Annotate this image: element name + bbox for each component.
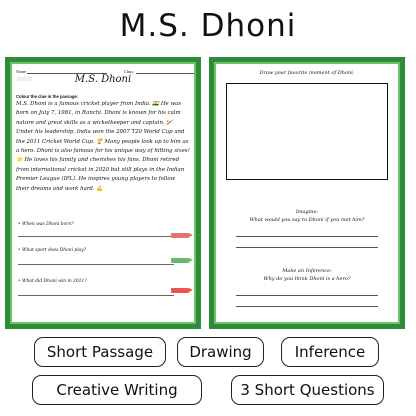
tag-drawing: Drawing <box>177 337 264 367</box>
tag-creative-writing: Creative Writing <box>32 375 202 405</box>
inference-heading: Make an Inference: <box>282 268 332 274</box>
class-label: Class: <box>124 69 134 74</box>
answer-line[interactable] <box>236 236 378 237</box>
question-2-text: • What sport does Dhoni play? <box>18 248 87 253</box>
instruction-text: Colour the clue in the passage: <box>16 94 79 99</box>
imagine-question: What would you say to Dhoni if you met him? <box>249 217 365 223</box>
question-2 <box>18 248 174 253</box>
question-3-text: • What did Dhoni win in 2011? <box>18 279 87 284</box>
inference-question: Why do you think Dhoni is a hero? <box>263 276 351 282</box>
drawing-box[interactable] <box>226 83 388 180</box>
tag-inference: Inference <box>281 337 379 367</box>
answer-line[interactable] <box>236 247 378 248</box>
answer-line[interactable] <box>18 264 174 265</box>
imagine-heading: Imagine: <box>295 209 319 215</box>
name-label: Name: <box>16 69 27 74</box>
crayon-icon <box>171 258 189 263</box>
answer-line[interactable] <box>18 236 174 237</box>
answer-line[interactable] <box>18 295 174 296</box>
tag-3-short-questions: 3 Short Questions <box>231 375 384 405</box>
answer-line[interactable] <box>236 295 378 296</box>
crayon-icon <box>171 288 189 293</box>
question-1-text: • When was Dhoni born? <box>18 222 74 227</box>
crayon-icon <box>171 233 189 238</box>
question-1 <box>18 222 174 227</box>
question-3 <box>18 279 174 284</box>
worksheet-title: M.S. Dhoni <box>74 74 132 85</box>
passage-worksheet <box>5 57 201 329</box>
rating-stars: ☆☆☆ <box>16 76 32 83</box>
answer-line[interactable] <box>236 306 378 307</box>
reading-passage: M.S. Dhoni is a famous cricket player from India. 🇮🇳 He was born on July 7, 1981, in Ranchi. Dhoni is known for his calm nature and great skills as a wicketkeeper and captain. 🏏 Under his leadership, India won the 2007 T20 World Cup and the 2011 Cricket World Cup. 🏆 Many people look up to him as a hero. Dhoni is also famous for his unique way of hitting sixes! 🌟 He loves his family and cherishes his fans. Dhoni retired from international cricket in 2020 but still plays in the Indian Premier League (IPL). He inspires young players to follow their dreams and work hard. 💪 <box>16 101 190 192</box>
activity-worksheet <box>209 57 405 329</box>
tag-short-passage: Short Passage <box>34 337 166 367</box>
draw-label: Draw your favorite moment of Dhoni. <box>259 70 355 76</box>
page-title: M.S. Dhoni <box>119 8 297 44</box>
